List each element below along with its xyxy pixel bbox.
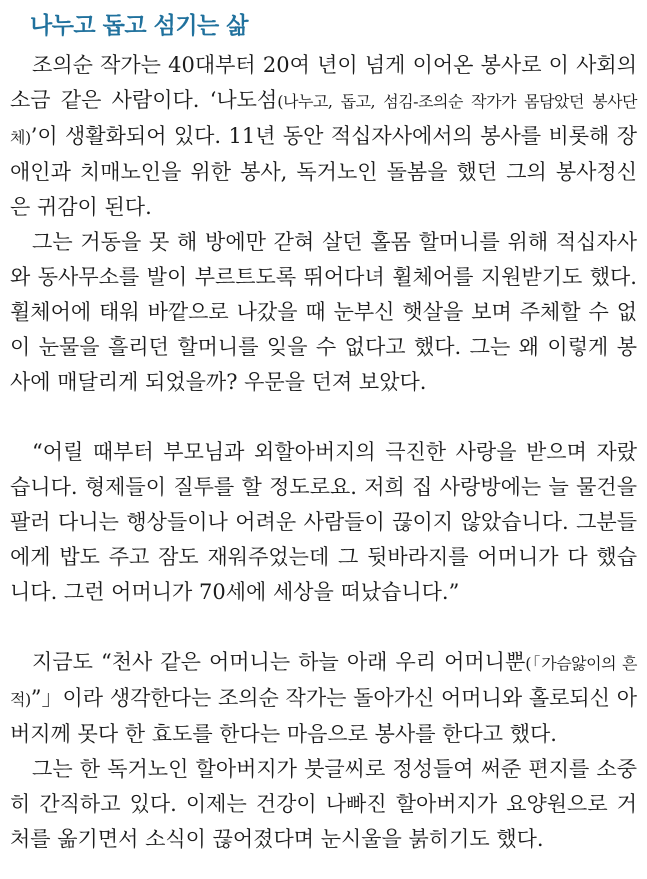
inline-note: (「가슴앓이의 흔적) bbox=[10, 654, 637, 709]
paragraph bbox=[10, 435, 637, 610]
section-heading: 나누고 돕고 섬기는 삶 bbox=[30, 13, 248, 39]
paragraph bbox=[10, 225, 637, 400]
inline-note: (나누고, 돕고, 섬김-조의순 작가가 몸담았던 봉사단체) bbox=[10, 92, 637, 147]
text-segment: 지금도 “천사 같은 어머니는 하늘 아래 우리 어머니뿐 bbox=[32, 650, 526, 674]
text-segment: ’이 생활화되어 있다. 11년 동안 적십자사에서의 봉사를 비롯해 장애인과 치매노인을 위한 봉사, 독거노인 돌봄을 했던 그의 봉사정신은 귀감이 된다. bbox=[10, 124, 637, 219]
paragraph bbox=[10, 752, 637, 857]
text-segment: 그는 거동을 못 해 방에만 갇혀 살던 홀몸 할머니를 위해 적십자사와 동사무소를 발이 부르트도록 뛰어다녀 휠체어를 지원받기도 했다. 휠체어에 태워 바깥으로 나갔을 때 눈부신 햇살을 보며 주체할 수 없이 눈물을 흘리던 할머니를 잊을 수 없다고 했다. 그는 왜 이렇게 봉사에 매달리게 되었을까? 우문을 던져 보았다. bbox=[10, 230, 637, 394]
article-body bbox=[10, 48, 637, 857]
text-segment: 조의순 작가는 40대부터 20여 년이 넘게 이어온 봉사로 이 사회의 소금 같은 사람이다. ‘나도섬 bbox=[10, 53, 637, 112]
paragraph bbox=[10, 645, 637, 752]
text-segment: 그는 한 독거노인 할아버지가 붓글씨로 정성들여 써준 편지를 소중히 간직하고 있다. 이제는 건강이 나빠진 할아버지가 요양원으로 거처를 옮기면서 소식이 끊어졌다며 눈시울을 붉히기도 했다. bbox=[10, 757, 637, 851]
paragraph bbox=[10, 48, 637, 225]
text-segment: ”」이라 생각한다는 조의순 작가는 돌아가신 어머니와 홀로되신 아버지께 못다 한 효도를 한다는 마음으로 봉사를 한다고 했다. bbox=[10, 686, 637, 746]
text-segment: “어릴 때부터 부모님과 외할아버지의 극진한 사랑을 받으며 자랐습니다. 형제들이 질투를 할 정도로요. 저희 집 사랑방에는 늘 물건을 팔러 다니는 행상들이나 어려운 사람들이 끊이지 않았습니다. 그분들에게 밥도 주고 잠도 재워주었는데 그 뒷바라지를 어머니가 다 했습니다. 그런 어머니가 70세에 세상을 떠났습니다.” bbox=[10, 440, 637, 604]
